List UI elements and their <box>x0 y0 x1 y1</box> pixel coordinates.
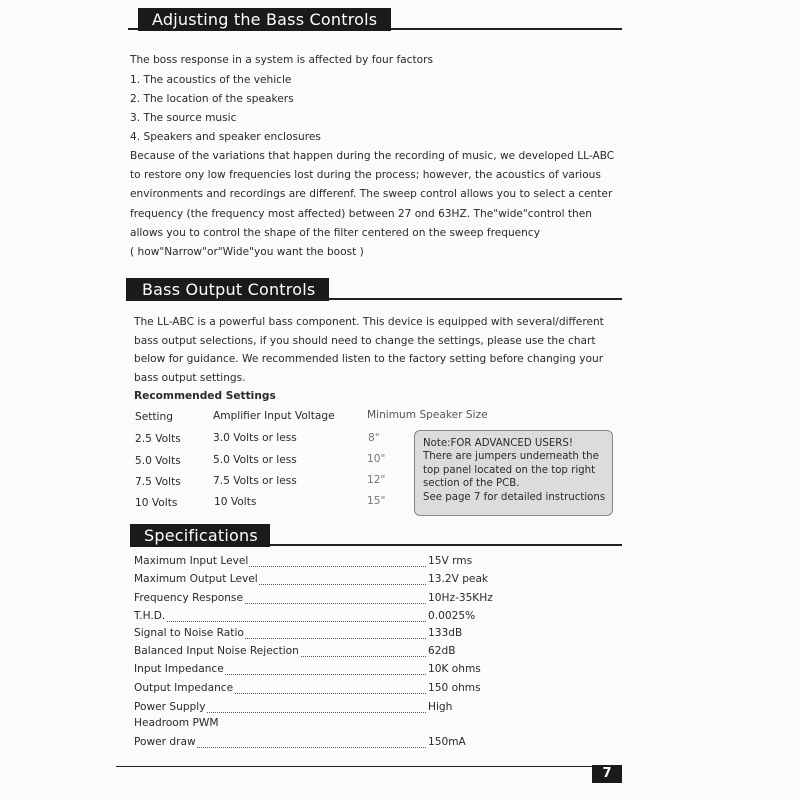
spec-label: Power draw <box>134 736 196 748</box>
spec-value: 150mA <box>428 736 466 748</box>
spec-label: Maximum Input Level <box>134 555 249 567</box>
spec-value: 62dB <box>428 645 456 657</box>
table-cell: 2.5 Volts <box>135 433 181 445</box>
paragraph-line: frequency (the frequency most affected) between 27 ond 63HZ. The"wide"control then <box>130 207 592 220</box>
spec-row <box>134 682 614 699</box>
table-cell: 10" <box>367 453 386 465</box>
spec-value: High <box>428 701 453 713</box>
page-number: 7 <box>592 765 622 783</box>
spec-row <box>134 736 614 753</box>
paragraph-line: environments and recordings are differenf. The sweep control allows you to select a center <box>130 188 613 201</box>
factor-4: 4. Speakers and speaker enclosures <box>130 131 321 143</box>
table-header-speaker: Minimum Speaker Size <box>367 409 488 421</box>
table-cell: 7.5 Volts or less <box>213 475 297 487</box>
factor-1: 1. The acoustics of the vehicle <box>130 74 292 86</box>
note-line: There are jumpers underneath the <box>423 451 599 463</box>
spec-row <box>134 555 614 572</box>
spec-row <box>134 645 614 662</box>
paragraph-line: below for guidance. We recommended listen to the factory setting before changing your <box>134 353 604 366</box>
table-cell: 7.5 Volts <box>135 476 181 488</box>
table-cell: 8" <box>368 432 380 444</box>
bass-paragraph <box>130 147 614 262</box>
paragraph-line: The LL-ABC is a powerful bass component. This device is equipped with several/different <box>134 316 604 328</box>
paragraph-line: allows you to control the shape of the filter centered on the sweep frequency <box>130 226 540 239</box>
spec-value: 150 ohms <box>428 682 481 694</box>
paragraph-line: Because of the variations that happen during the recording of music, we developed LL-ABC <box>130 150 615 162</box>
leader-dots <box>134 621 426 622</box>
spec-label: Signal to Noise Ratio <box>134 627 244 639</box>
factor-2: 2. The location of the speakers <box>130 93 294 105</box>
footer-rule <box>116 766 596 767</box>
spec-label: Output Impedance <box>134 682 234 694</box>
spec-row <box>134 627 614 644</box>
spec-label: Frequency Response <box>134 592 243 604</box>
paragraph-line: to restore ony low frequencies lost during the process; however, the acoustics of various <box>130 169 601 182</box>
spec-label: T.H.D. <box>134 610 166 622</box>
advanced-users-note <box>414 430 613 516</box>
spec-label: Maximum Output Level <box>134 573 258 585</box>
table-cell: 15" <box>367 495 386 507</box>
table-cell: 10 Volts <box>214 496 257 508</box>
note-line: top panel located on the top right <box>423 464 596 476</box>
section-title-specifications: Specifications <box>130 524 270 547</box>
spec-row <box>134 592 614 609</box>
factor-3: 3. The source music <box>130 112 237 124</box>
spec-row <box>134 701 614 718</box>
table-title: Recommended Settings <box>134 390 276 402</box>
spec-row <box>134 610 614 627</box>
table-cell: 5.0 Volts <box>135 455 181 467</box>
spec-row <box>134 663 614 680</box>
paragraph-line: bass output selections, if you should need to change the settings, please use the chart <box>134 334 596 347</box>
note-line: See page 7 for detailed instructions <box>423 491 606 503</box>
spec-value: 10K ohms <box>428 663 481 675</box>
table-cell: 3.0 Volts or less <box>213 432 297 444</box>
table-cell: 10 Volts <box>135 497 178 509</box>
paragraph-line: bass output settings. <box>134 371 246 384</box>
paragraph-line: ( how"Narrow"or"Wide"you want the boost ) <box>130 246 364 259</box>
table-header-setting: Setting <box>135 411 173 423</box>
section-title-bass-output: Bass Output Controls <box>126 278 329 301</box>
table-header-voltage: Amplifier Input Voltage <box>213 410 335 422</box>
spec-label: Power Supply <box>134 701 206 713</box>
section-title-bass-controls: Adjusting the Bass Controls <box>138 8 391 31</box>
table-cell: 12" <box>367 474 386 486</box>
spec-value: 15V rms <box>428 555 473 567</box>
output-paragraph <box>134 313 604 387</box>
spec-value: 133dB <box>428 627 463 639</box>
note-line: section of the PCB. <box>423 478 520 490</box>
spec-label: Input Impedance <box>134 663 224 675</box>
spec-label: Balanced Input Noise Rejection <box>134 645 299 657</box>
spec-value: 0.0025% <box>428 610 476 622</box>
spec-label-headroom: Headroom PWM <box>134 717 219 729</box>
intro-text: The boss response in a system is affected by four factors <box>130 54 434 66</box>
note-line: Note:FOR ADVANCED USERS! <box>423 438 573 449</box>
table-cell: 5.0 Volts or less <box>213 454 297 466</box>
spec-value: 10Hz-35KHz <box>428 592 493 604</box>
spec-value: 13.2V peak <box>428 573 489 585</box>
spec-row <box>134 573 614 590</box>
